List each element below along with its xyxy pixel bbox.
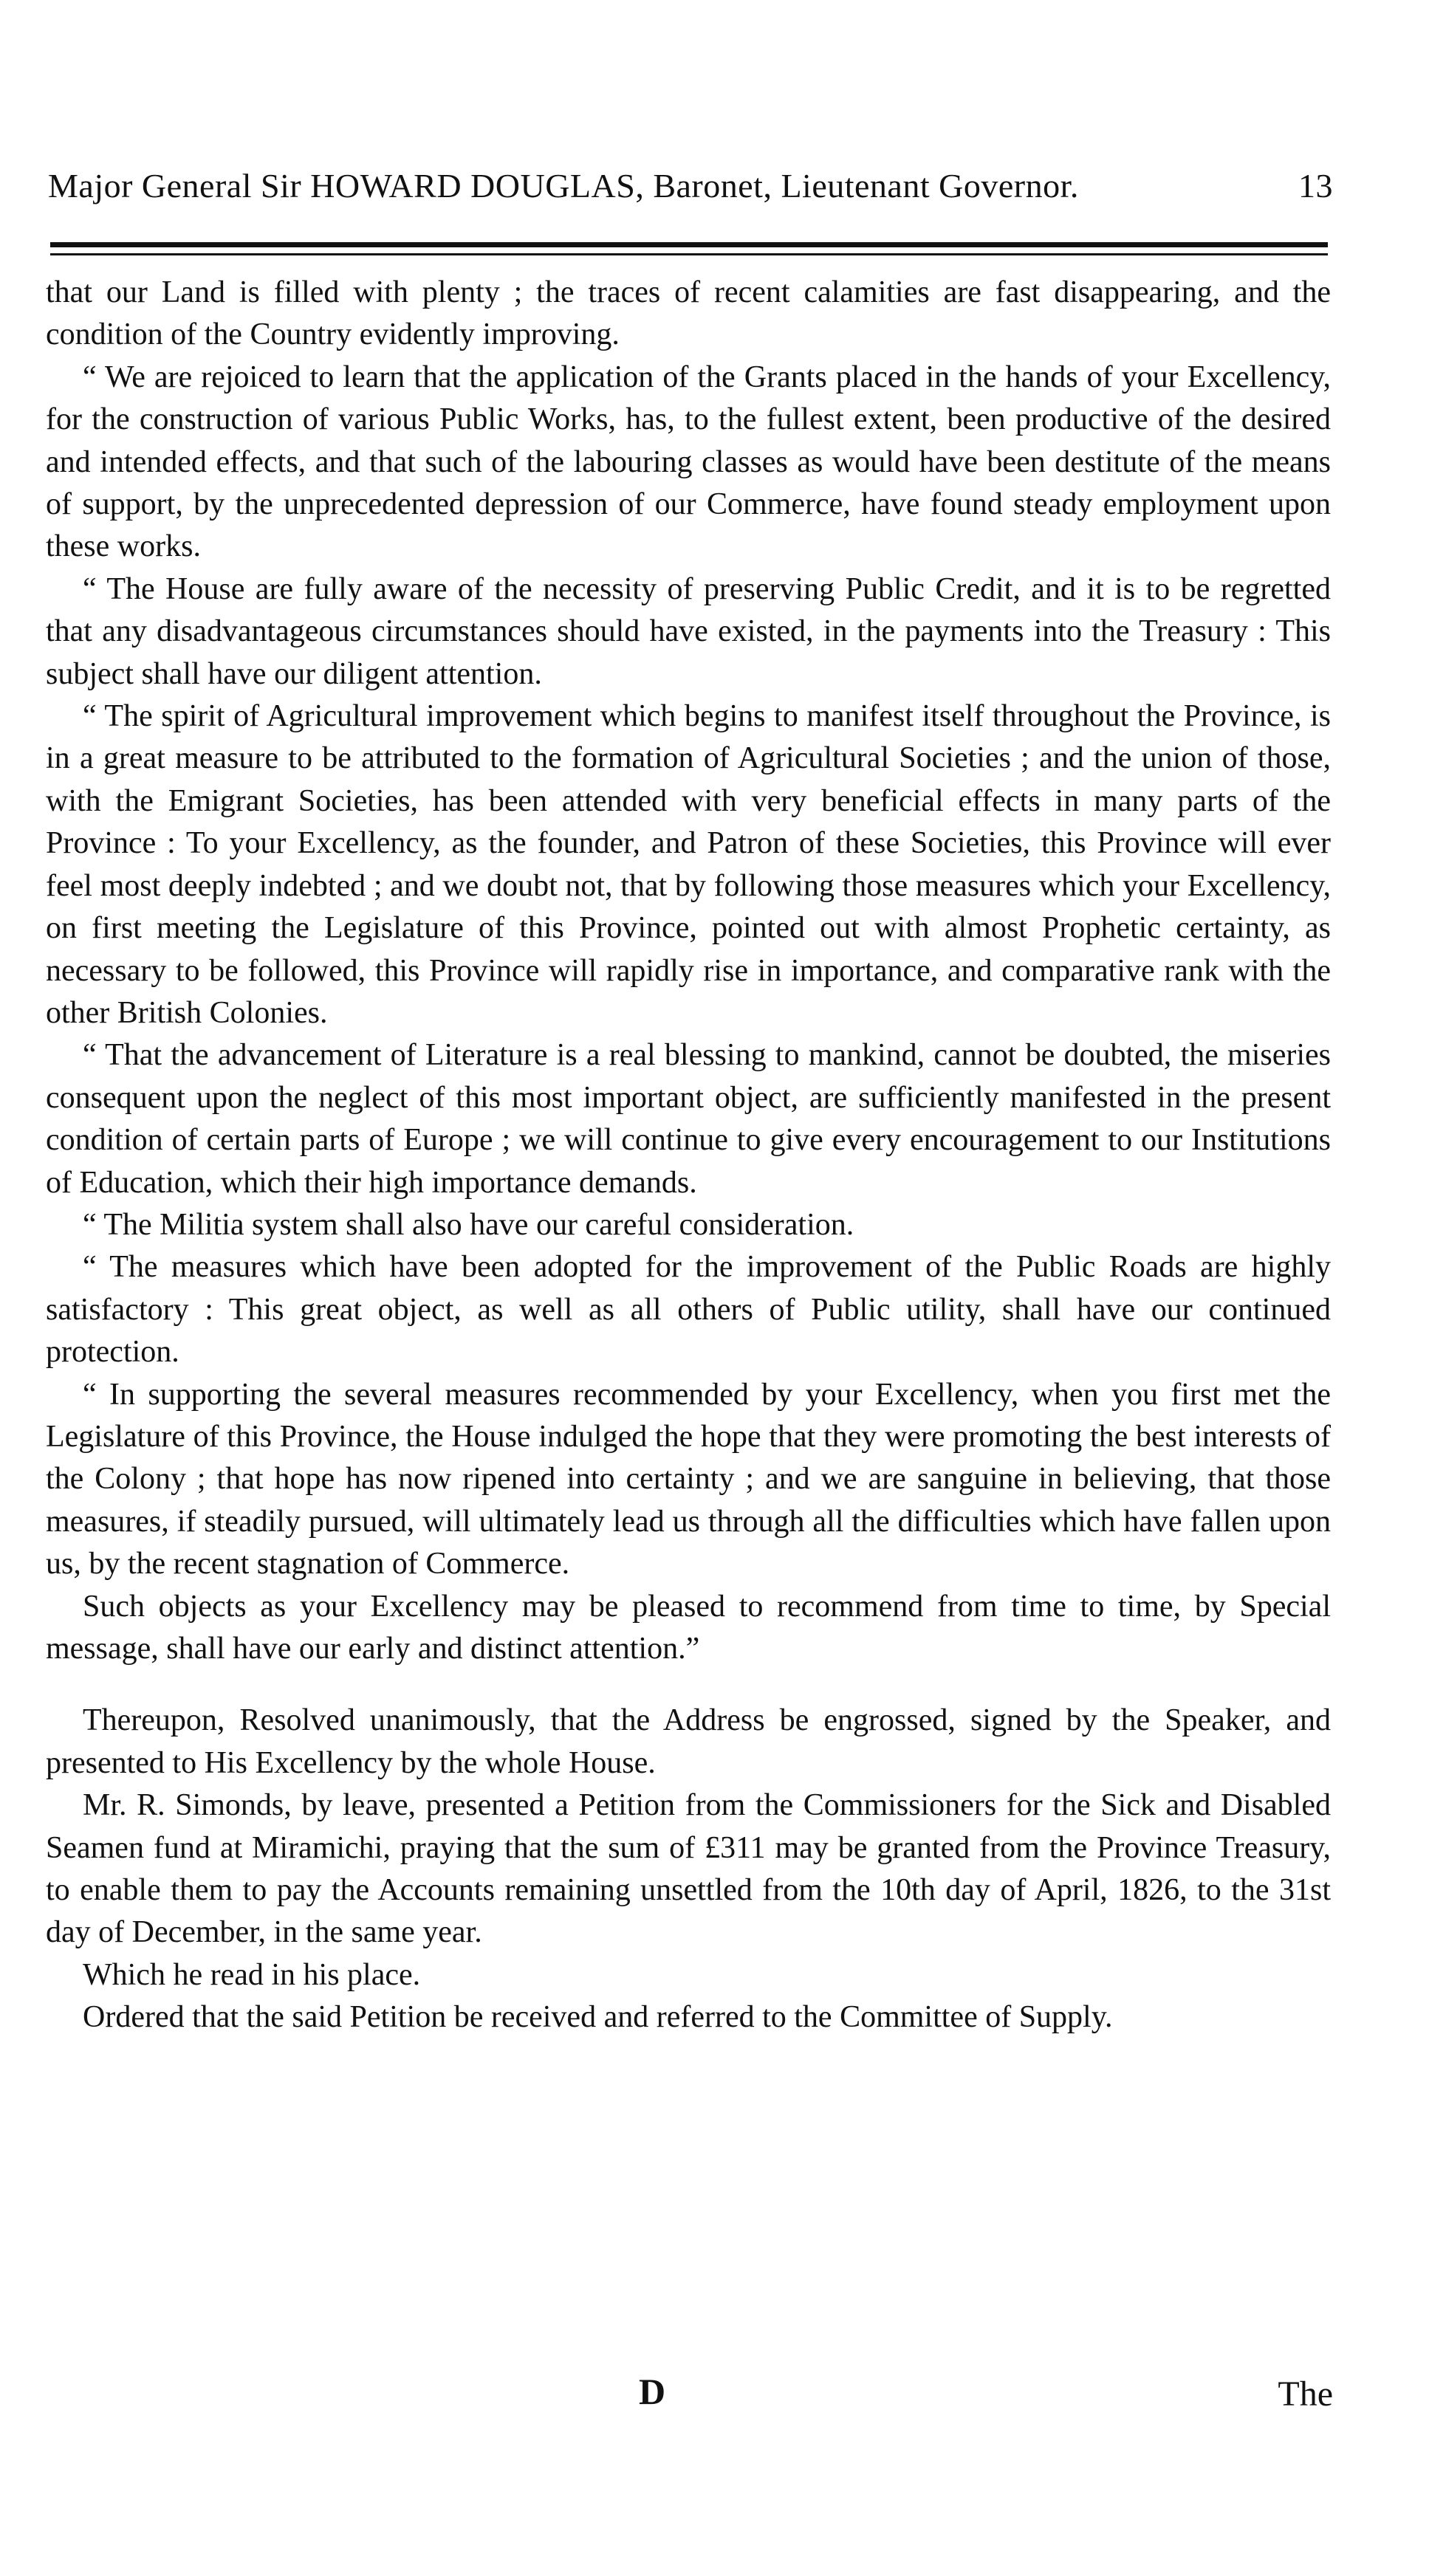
- body-text: [46, 272, 1331, 2039]
- page-footer: [48, 2370, 1333, 2422]
- paragraph-literature: “ That the advancement of Literature is a real blessing to mankind, cannot be doubted, the miseries consequent upon the neglect of this most important object, are sufficiently manifested in the present condition of certain parts of Europe ; we will continue to give every encouragement to our Institutions of Education, which their high importance demands.: [46, 1038, 1331, 1200]
- paragraph-militia: “ The Militia system shall also have our careful consideration.: [83, 1207, 854, 1242]
- running-title: Major General Sir HOWARD DOUGLAS, Baronet, Lieutenant Governor.: [48, 167, 1079, 205]
- header-rule-thick: [50, 242, 1328, 247]
- paragraph-special-message: Such objects as your Excellency may be pleased to recommend from time to time, by Special message, shall have our early and distinct attention.”: [46, 1589, 1331, 1666]
- paragraph-ordered: Ordered that the said Petition be received and referred to the Committee of Supply.: [83, 2000, 1113, 2035]
- paragraph-continuation: that our Land is filled with plenty ; the traces of recent calamities are fast disappearing, and the condition of the Country evidently improving.: [46, 275, 1331, 352]
- paragraph-public-works: “ We are rejoiced to learn that the application of the Grants placed in the hands of your Excellency, for the construction of various Public Works, has, to the fullest extent, been productive of the desired and intended effects, and that such of the labouring classes as would have been destitute of the means of support, by the unprecedented depression of our Commerce, have found steady employment upon these works.: [46, 360, 1331, 564]
- header-rule-thin: [50, 253, 1328, 255]
- paragraph-resolution: Thereupon, Resolved unanimously, that the Address be engrossed, signed by the Speaker, and presented to His Excellency by the whole House.: [46, 1703, 1331, 1780]
- paragraph-supporting-measures: “ In supporting the several measures recommended by your Excellency, when you first met the Legislature of this Province, the House indulged the hope that they were promoting the best interests of the Colony ; that hope has now ripened into certainty ; and we are sanguine in believing, that those measures, if steadily pursued, will ultimately lead us through all the difficulties which have fallen upon us, by the recent stagnation of Commerce.: [46, 1377, 1331, 1581]
- paragraph-agriculture: “ The spirit of Agricultural improvement which begins to manifest itself throughout the Province, is in a great measure to be attributed to the formation of Agricultural Societies ; and the union of those, with the Emigrant Societies, has been attended with very beneficial effects in many parts of the Province : To your Excellency, as the founder, and Patron of these Societies, this Province will ever feel most deeply indebted ; and we doubt not, that by following those measures which your Excellency, on first meeting the Legislature of this Province, pointed out with almost Prophetic certainty, as necessary to be followed, this Province will rapidly rise in importance, and comparative rank with the other British Colonies.: [46, 699, 1331, 1030]
- paragraph-public-credit: “ The House are fully aware of the necessity of preserving Public Credit, and it is to be regretted that any disadvantageous circumstances should have existed, in the payments into the Treasury : This subject shall have our diligent attention.: [46, 571, 1331, 691]
- paragraph-roads: “ The measures which have been adopted for the improvement of the Public Roads are highly satisfactory : This great object, as well as all others of Public utility, shall have our continued protection.: [46, 1250, 1331, 1370]
- signature-mark: D: [639, 2371, 666, 2412]
- paragraph-read-in-place: Which he read in his place.: [83, 1957, 421, 1992]
- running-head: [48, 166, 1333, 218]
- paragraph-petition: Mr. R. Simonds, by leave, presented a Petition from the Commissioners for the Sick and Disabled Seamen fund at Miramichi, praying that the sum of £311 may be granted from the Province Treasury, to enable them to pay the Accounts remaining unsettled from the 10th day of April, 1826, to the 31st day of December, in the same year.: [46, 1788, 1331, 1950]
- page-number: 13: [1298, 167, 1333, 205]
- catchword: The: [1278, 2374, 1333, 2414]
